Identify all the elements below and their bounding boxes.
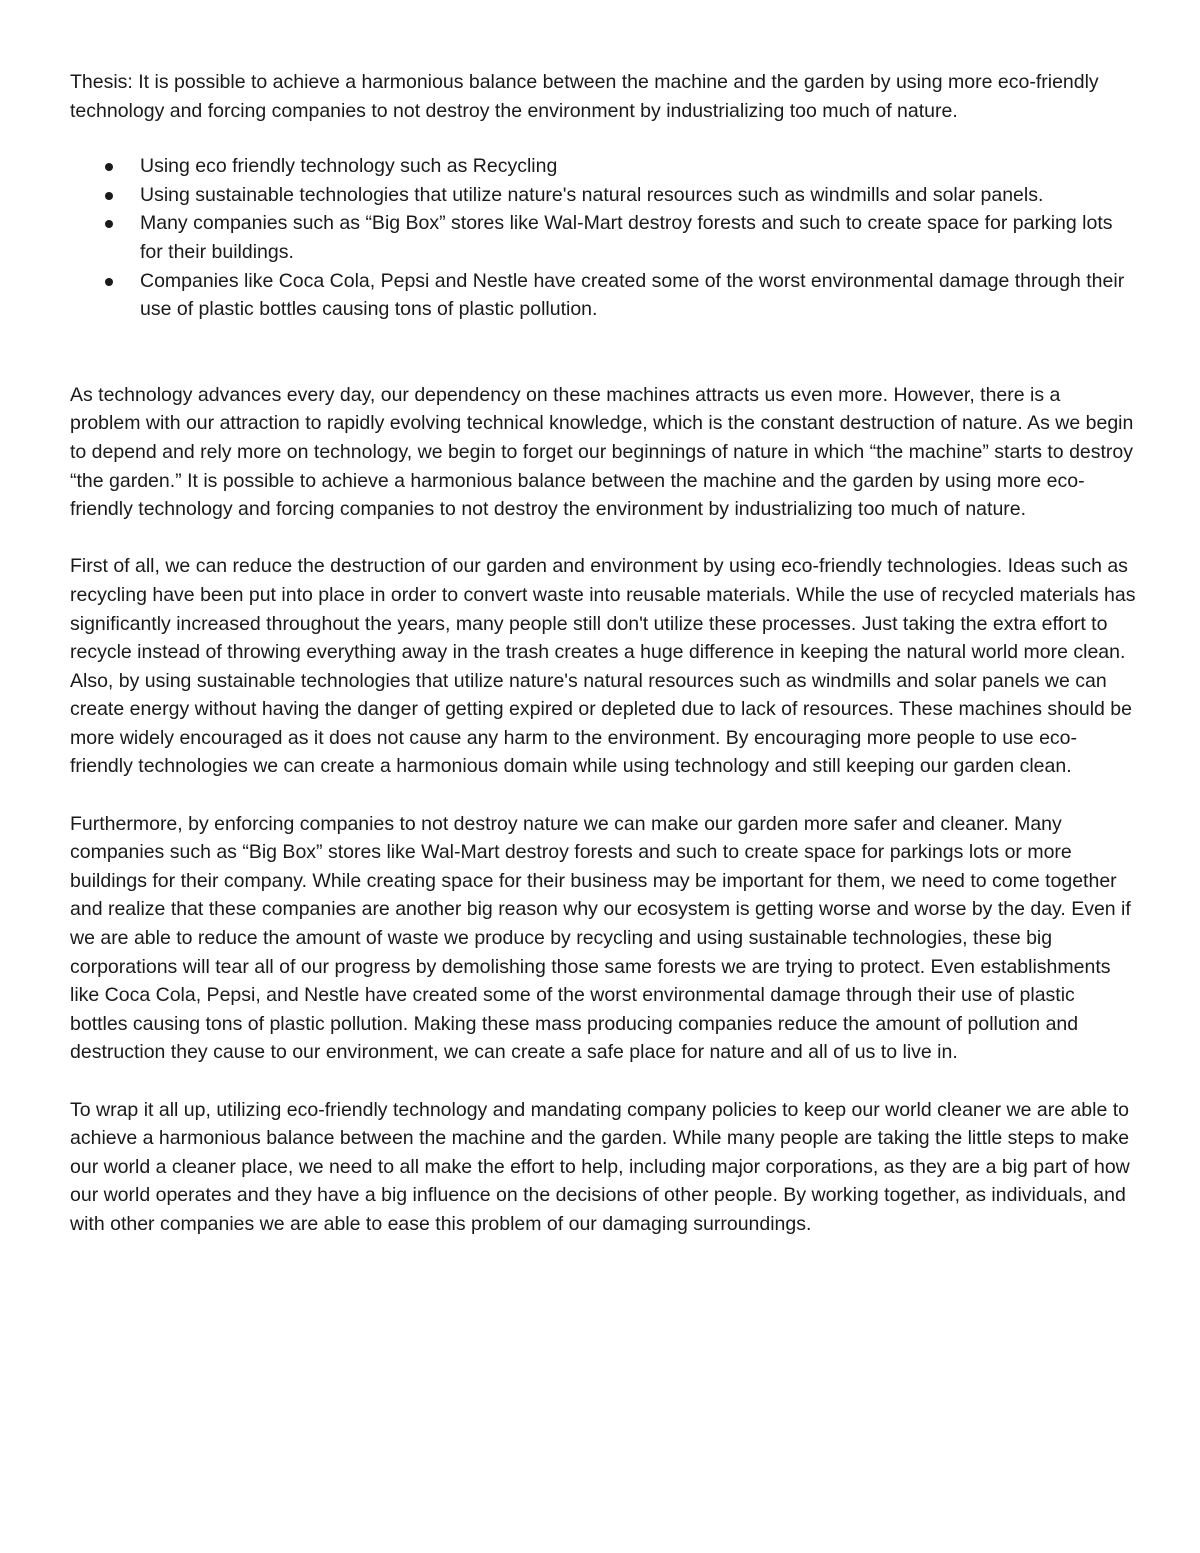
bullet-list-2 <box>70 209 1136 323</box>
conclusion-paragraph: To wrap it all up, utilizing eco-friendly technology and mandating company policies to keep our world cleaner we are able to achieve a harmonious balance between the machine and the garden. While many people are taking the little steps to make our world a cleaner place, we need to all make the effort to help, including major corporations, as they are a big part of how our world operates and they have a big influence on the decisions of other people. By working together, as individuals, and with other companies we are able to ease this problem of our damaging surroundings. <box>70 1098 1130 1235</box>
bullet-icon <box>105 220 113 228</box>
bullet-icon <box>105 192 113 200</box>
list-item-text: Companies like Coca Cola, Pepsi and Nestle have created some of the worst environmental damage through their use of plastic bottles causing tons of plastic pollution. <box>140 269 1125 321</box>
list-item <box>140 209 1136 266</box>
thesis-statement: Thesis: It is possible to achieve a harmonious balance between the machine and the garden by using more eco-friendly technology and forcing companies to not destroy the environment by industrializing too much of nature. <box>70 71 1099 122</box>
body-paragraph-2: Furthermore, by enforcing companies to not destroy nature we can make our garden more safer and cleaner. Many companies such as “Big Box” stores like Wal-Mart destroy forests and such to create space for parkings lots or more buildings for their company. While creating space for their business may be important for them, we need to come together and realize that these companies are another big reason why our ecosystem is getting worse and worse by the day. Even if we are able to reduce the amount of waste we produce by recycling and using sustainable technologies, these big corporations will tear all of our progress by demolishing those same forests we are trying to protect. Even establishments like Coca Cola, Pepsi, and Nestle have created some of the worst environmental damage through their use of plastic bottles causing tons of plastic pollution. Making these mass producing companies reduce the amount of pollution and destruction they cause to our environment, we can create a safe place for nature and all of us to live in. <box>70 812 1131 1064</box>
bullet-list-1 <box>70 152 1136 209</box>
bullet-icon <box>105 163 113 171</box>
body-paragraph-1: First of all, we can reduce the destruction of our garden and environment by using eco-friendly technologies. Ideas such as recycling have been put into place in order to convert waste into reusable materials. While the use of recycled materials has significantly increased throughout the years, many people still don't utilize these processes. Just taking the extra effort to recycle instead of throwing everything away in the trash creates a huge difference in keeping the natural world more clean. Also, by using sustainable technologies that utilize nature's natural resources such as windmills and solar panels we can create energy without having the danger of getting expired or depleted due to lack of resources. These machines should be more widely encouraged as it does not cause any harm to the environment. By encouraging more people to use eco-friendly technologies we can create a harmonious domain while using technology and still keeping our garden clean. <box>70 555 1136 778</box>
document-page <box>70 68 1136 1239</box>
list-item <box>140 152 1136 181</box>
list-item-text: Using sustainable technologies that utilize nature's natural resources such as windmills and solar panels. <box>140 183 1044 206</box>
list-item <box>140 267 1136 324</box>
list-item-text: Many companies such as “Big Box” stores like Wal-Mart destroy forests and such to create space for parking lots for their buildings. <box>140 212 1113 263</box>
bullet-icon <box>105 278 113 286</box>
list-item-text: Using eco friendly technology such as Recycling <box>140 155 558 178</box>
intro-paragraph: As technology advances every day, our dependency on these machines attracts us even more. However, there is a problem with our attraction to rapidly evolving technical knowledge, which is the constant destruction of nature. As we begin to depend and rely more on technology, we begin to forget our beginnings of nature in which “the machine” starts to destroy “the garden.” It is possible to achieve a harmonious balance between the machine and the garden by using more eco-friendly technology and forcing companies to not destroy the environment by industrializing too much of nature. <box>70 383 1134 521</box>
list-item <box>140 181 1136 210</box>
